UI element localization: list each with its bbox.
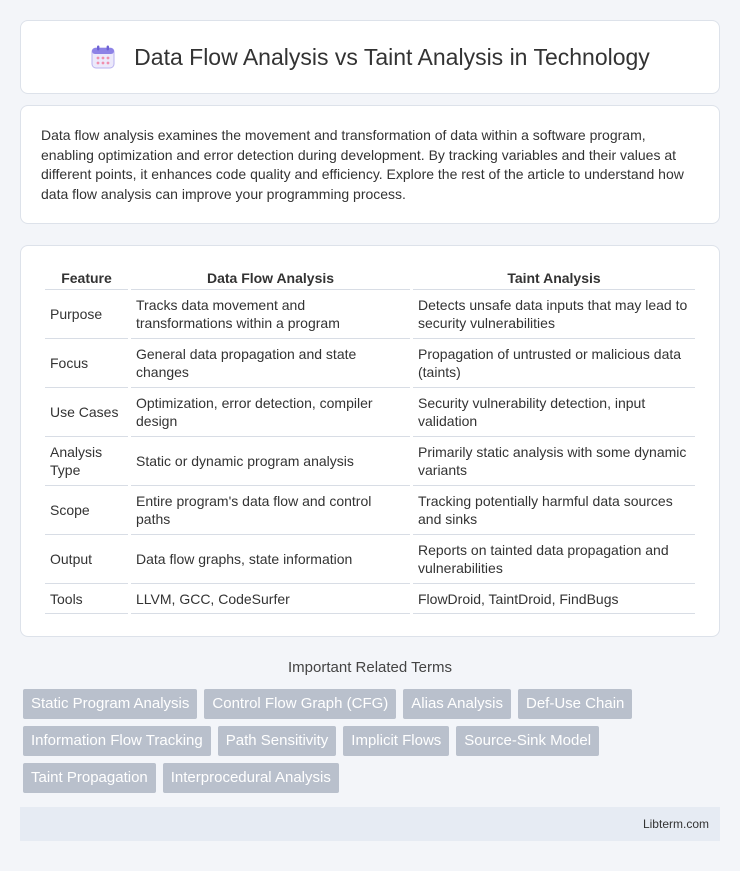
table-cell-feature: Output xyxy=(45,535,128,584)
table-cell-feature: Tools xyxy=(45,584,128,614)
term-tag[interactable]: Taint Propagation xyxy=(23,763,156,793)
term-tag[interactable]: Path Sensitivity xyxy=(218,726,337,756)
table-cell-taint: Primarily static analysis with some dynamic variants xyxy=(413,437,695,486)
table-cell-taint: Tracking potentially harmful data sources and sinks xyxy=(413,486,695,535)
related-terms-list xyxy=(20,689,720,793)
table-cell-data-flow: General data propagation and state changes xyxy=(131,339,410,388)
table-header-feature: Feature xyxy=(45,268,128,290)
term-tag[interactable]: Information Flow Tracking xyxy=(23,726,211,756)
table-row xyxy=(45,486,695,535)
comparison-table xyxy=(42,268,698,614)
related-terms-title: Important Related Terms xyxy=(288,659,452,676)
calendar-icon xyxy=(90,44,116,70)
table-cell-taint: Reports on tainted data propagation and vulnerabilities xyxy=(413,535,695,584)
footer xyxy=(20,807,720,841)
table-cell-data-flow: Data flow graphs, state information xyxy=(131,535,410,584)
footer-site-link[interactable]: Libterm.com xyxy=(642,817,709,831)
table-header-taint: Taint Analysis xyxy=(413,268,695,290)
term-tag[interactable]: Source-Sink Model xyxy=(456,726,599,756)
page-title: Data Flow Analysis vs Taint Analysis in Technology xyxy=(134,43,650,70)
table-header-data-flow: Data Flow Analysis xyxy=(131,268,410,290)
table-cell-data-flow: LLVM, GCC, CodeSurfer xyxy=(131,584,410,614)
table-cell-data-flow: Static or dynamic program analysis xyxy=(131,437,410,486)
table-cell-feature: Analysis Type xyxy=(45,437,128,486)
table-row xyxy=(45,535,695,584)
table-cell-feature: Scope xyxy=(45,486,128,535)
intro-paragraph: Data flow analysis examines the movement and transformation of data within a software program, enabling optimization and error detection during development. By tracking variables and their values at different points, it enhances code quality and efficiency. Explore the rest of the article to understand how data flow analysis can improve your programming process. xyxy=(20,105,720,224)
table-row xyxy=(45,437,695,486)
table-row xyxy=(45,290,695,339)
table-cell-feature: Use Cases xyxy=(45,388,128,437)
term-tag[interactable]: Def-Use Chain xyxy=(518,689,632,719)
table-header-row xyxy=(45,268,695,290)
header xyxy=(20,20,720,94)
table-cell-taint: Detects unsafe data inputs that may lead to security vulnerabilities xyxy=(413,290,695,339)
table-row xyxy=(45,339,695,388)
table-cell-feature: Focus xyxy=(45,339,128,388)
table-cell-data-flow: Tracks data movement and transformations within a program xyxy=(131,290,410,339)
term-tag[interactable]: Implicit Flows xyxy=(343,726,449,756)
table-row xyxy=(45,388,695,437)
table-cell-data-flow: Entire program's data flow and control paths xyxy=(131,486,410,535)
table-cell-taint: Security vulnerability detection, input validation xyxy=(413,388,695,437)
term-tag[interactable]: Interprocedural Analysis xyxy=(163,763,339,793)
table-cell-taint: FlowDroid, TaintDroid, FindBugs xyxy=(413,584,695,614)
table-cell-taint: Propagation of untrusted or malicious data (taints) xyxy=(413,339,695,388)
table-row xyxy=(45,584,695,614)
term-tag[interactable]: Control Flow Graph (CFG) xyxy=(204,689,396,719)
table-cell-feature: Purpose xyxy=(45,290,128,339)
term-tag[interactable]: Static Program Analysis xyxy=(23,689,197,719)
comparison-table-card xyxy=(20,245,720,637)
term-tag[interactable]: Alias Analysis xyxy=(403,689,511,719)
table-cell-data-flow: Optimization, error detection, compiler design xyxy=(131,388,410,437)
